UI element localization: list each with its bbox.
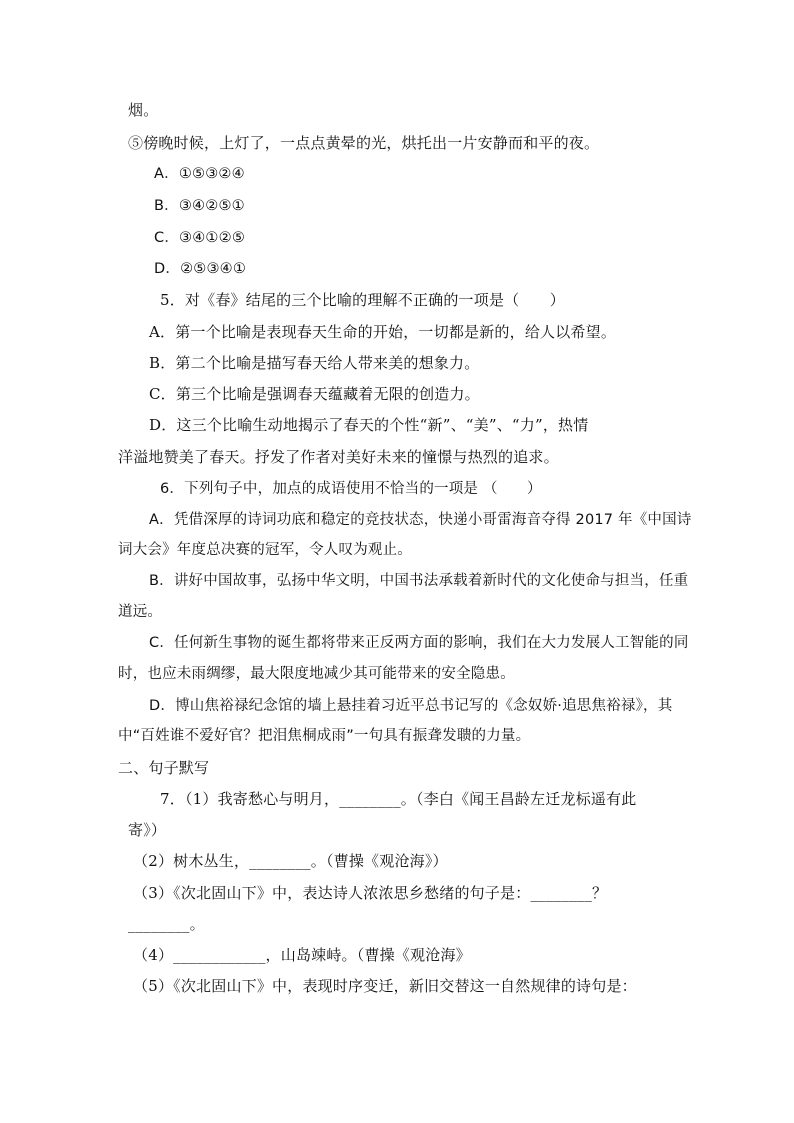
section-title-sentence-dictation: 二、句子默写 [118, 759, 210, 777]
q4-option-d: D．②⑤③④① [154, 261, 247, 277]
q4-option-b: B．③④②⑤① [154, 198, 245, 214]
q6-option-d-line2: 中“百姓谁不爱好官？把泪焦桐成雨”一句具有振聋发聩的力量。 [118, 728, 531, 744]
q4-option-c: C．③④①②⑤ [154, 230, 246, 246]
q7-part1-line1: 7．（1）我寄愁心与明月，________。（李白《闻王昌龄左迁龙标遥有此 [160, 790, 637, 808]
q7-part3-line1: （3）《次北固山下》中，表达诗人浓浓思乡愁绪的句子是：________？ [133, 884, 608, 902]
q6-option-c-line1: C．任何新生事物的诞生都将带来正反两方面的影响，我们在大力发展人工智能的同 [149, 635, 689, 651]
q7-part4: （4）____________，山岛竦峙。（曹操《观沧海》 [133, 946, 471, 964]
q6-option-d-line1: D．博山焦裕禄纪念馆的墙上悬挂着习近平总书记写的《念奴娇·追思焦裕禄》，其 [149, 698, 673, 714]
q5-option-b: B．第二个比喻是描写春天给人带来美的想象力。 [149, 354, 480, 372]
q6-option-a-line1: A．凭借深厚的诗词功底和稳定的竞技状态，快递小哥雷海音夺得 2017 年《中国诗 [149, 512, 692, 528]
q5-option-a: A．第一个比喻是表现春天生命的开始，一切都是新的，给人以希望。 [149, 323, 617, 341]
q6-option-b-line2: 道远。 [118, 604, 163, 620]
q5-stem: 5．对《春》结尾的三个比喻的理解不正确的一项是（ ） [160, 291, 565, 309]
q5-option-d-continued: 洋溢地赞美了春天。抒发了作者对美好未来的憧憬与热烈的追求。 [118, 448, 559, 466]
q7-part3-line2: ________。 [128, 915, 205, 933]
q7-part1-line2: 寄》） [128, 821, 167, 839]
q4-item-5: ⑤傍晚时候，上灯了，一点点黄晕的光，烘托出一片安静而和平的夜。 [128, 134, 600, 152]
q6-option-b-line1: B．讲好中国故事，弘扬中华文明，中国书法承载着新时代的文化使命与担当，任重 [149, 573, 689, 589]
q7-part2: （2）树木丛生，________。（曹操《观沧海》） [133, 852, 448, 870]
q6-option-c-line2: 时，也应未雨绸缪，最大限度地减少其可能带来的安全隐患。 [118, 666, 515, 682]
q5-option-c: C．第三个比喻是强调春天蕴藏着无限的创造力。 [149, 385, 480, 403]
q5-option-d: D．这三个比喻生动地揭示了春天的个性“新”、“美”、“力”，热情 [149, 416, 589, 434]
q4-continuation: 烟。 [128, 101, 159, 119]
q4-option-a: A．①⑤③②④ [154, 166, 245, 182]
q7-part5: （5）《次北固山下》中，表现时序变迁，新旧交替这一自然规律的诗句是： [133, 977, 637, 995]
q6-option-a-line2: 词大会》年度总决赛的冠军，令人叹为观止。 [118, 542, 412, 558]
q6-stem: 6．下列句子中，加点的成语使用不恰当的一项是 （ ） [160, 481, 542, 497]
